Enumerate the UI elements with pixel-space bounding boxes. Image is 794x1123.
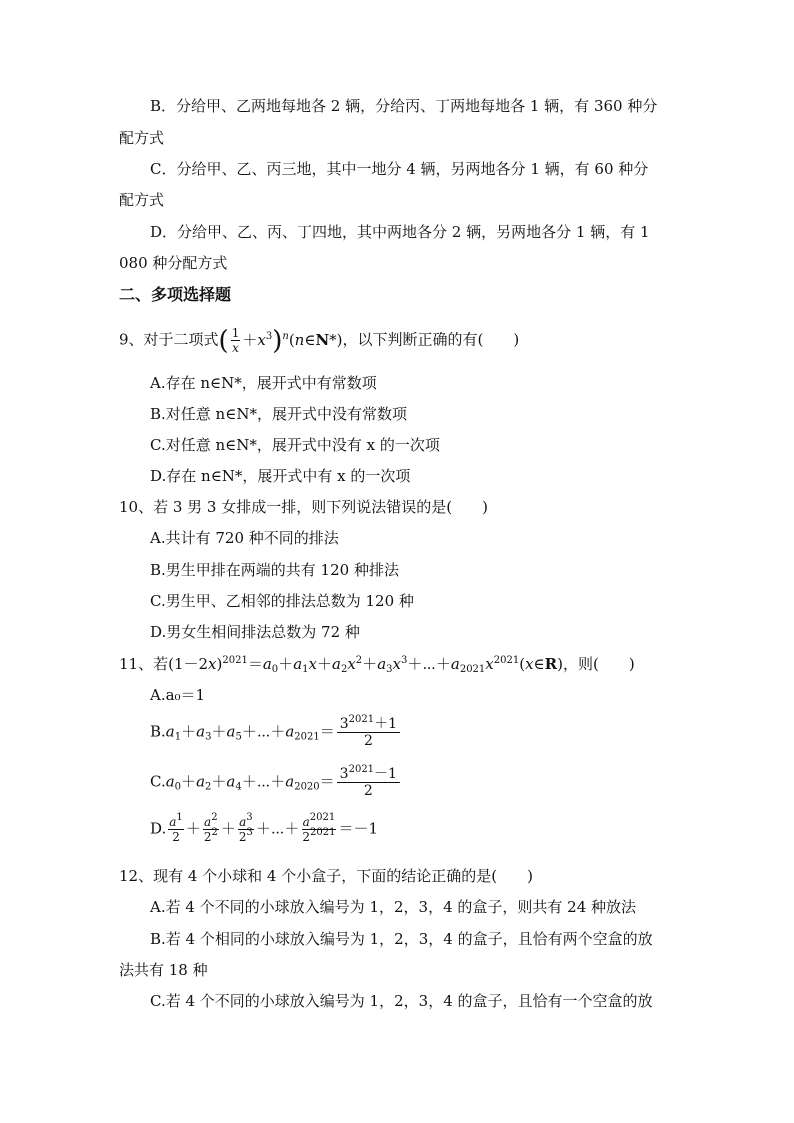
q9-suffix: ，以下判断正确的有( ) xyxy=(342,330,520,349)
q9-option-d: D.存在 n∈N*，展开式中有 x 的一次项 xyxy=(150,467,411,485)
q12-option-c-line1: C.若 4 个不同的小球放入编号为 1，2，3，4 的盒子，且恰有一个空盒的放 xyxy=(150,992,653,1010)
q10-option-b: B.男生甲排在两端的共有 120 种排法 xyxy=(150,561,399,579)
q10-stem: 10、若 3 男 3 女排成一排，则下列说法错误的是( ) xyxy=(119,498,488,516)
q10-option-a: A.共计有 720 种不同的排法 xyxy=(150,529,339,547)
q10-option-c: C.男生甲、乙相邻的排法总数为 120 种 xyxy=(150,592,414,610)
q8-option-d-line2: 080 种分配方式 xyxy=(119,254,228,272)
q11-stem xyxy=(119,654,635,674)
q12-option-a: A.若 4 个不同的小球放入编号为 1，2，3，4 的盒子，则共有 24 种放法 xyxy=(150,898,637,916)
q9-option-a: A.存在 n∈N*，展开式中有常数项 xyxy=(150,374,377,392)
q8-option-d-line1: D．分给甲、乙、丙、丁四地，其中两地各分 2 辆，另两地各分 1 辆，有 1 xyxy=(150,223,650,241)
q9-option-c: C.对任意 n∈N*，展开式中没有 x 的一次项 xyxy=(150,436,440,454)
q11-option-c: $C.a_0+a_2+a_4+\cdots+a_{2020}=$ $\frac{3^{2021}-1}{2}$ xyxy=(150,766,402,799)
q12-stem: 12、现有 4 个小球和 4 个小盒子，下面的结论正确的是( ) xyxy=(119,867,533,885)
q11-prefix: 11、若 xyxy=(119,655,169,673)
q8-option-b-line2: 配方式 xyxy=(119,129,165,147)
q12-option-b-line2: 法共有 18 种 xyxy=(119,961,208,979)
q9-prefix: 9、对于二项式 xyxy=(119,330,219,349)
q12-option-b-line1: B.若 4 个相同的小球放入编号为 1，2，3，4 的盒子，且恰有两个空盒的放 xyxy=(150,930,653,948)
q8-option-c-line1: C．分给甲、乙、丙三地，其中一地分 4 辆，另两地各分 1 辆，有 60 种分 xyxy=(150,160,649,178)
q8-option-b-line1: B．分给甲、乙两地每地各 2 辆，分给丙、丁两地每地各 1 辆，有 360 种分 xyxy=(150,97,658,115)
q9-option-b: B.对任意 n∈N*，展开式中没有常数项 xyxy=(150,405,407,423)
q11-option-a: A.a₀＝1 xyxy=(150,686,206,704)
section-title: 二、多项选择题 xyxy=(119,285,232,304)
q9-binomial: ( $\frac{1}{x}$ $+x^3)^n(n\in N*)$ xyxy=(218,325,343,356)
q11-suffix: ，则( ) xyxy=(562,655,635,673)
q8-option-c-line2: 配方式 xyxy=(119,191,165,209)
q9-stem xyxy=(119,326,519,355)
q11-equation: $(1-2x)^{2021}=a_0+a_1x+a_2x^2+a_3x^3+\cdots+a_{2021}x^{2021}(x\in R)$ xyxy=(168,655,563,675)
q11-option-d: D. $\frac{a^1}{2}$ ＋ $\frac{a^2}{2^2}$ ＋ $\frac{a^3}{2^3}$ ＋⋯＋ $\frac{a^{2021}}{2^{2021}}$ ＝－1 xyxy=(150,812,379,844)
q11-option-b: $B.a_1+a_3+a_5+\cdots+a_{2021}=$ $\frac{3^{2021}+1}{2}$ xyxy=(150,716,402,749)
q10-option-d: D.男女生相间排法总数为 72 种 xyxy=(150,623,360,641)
